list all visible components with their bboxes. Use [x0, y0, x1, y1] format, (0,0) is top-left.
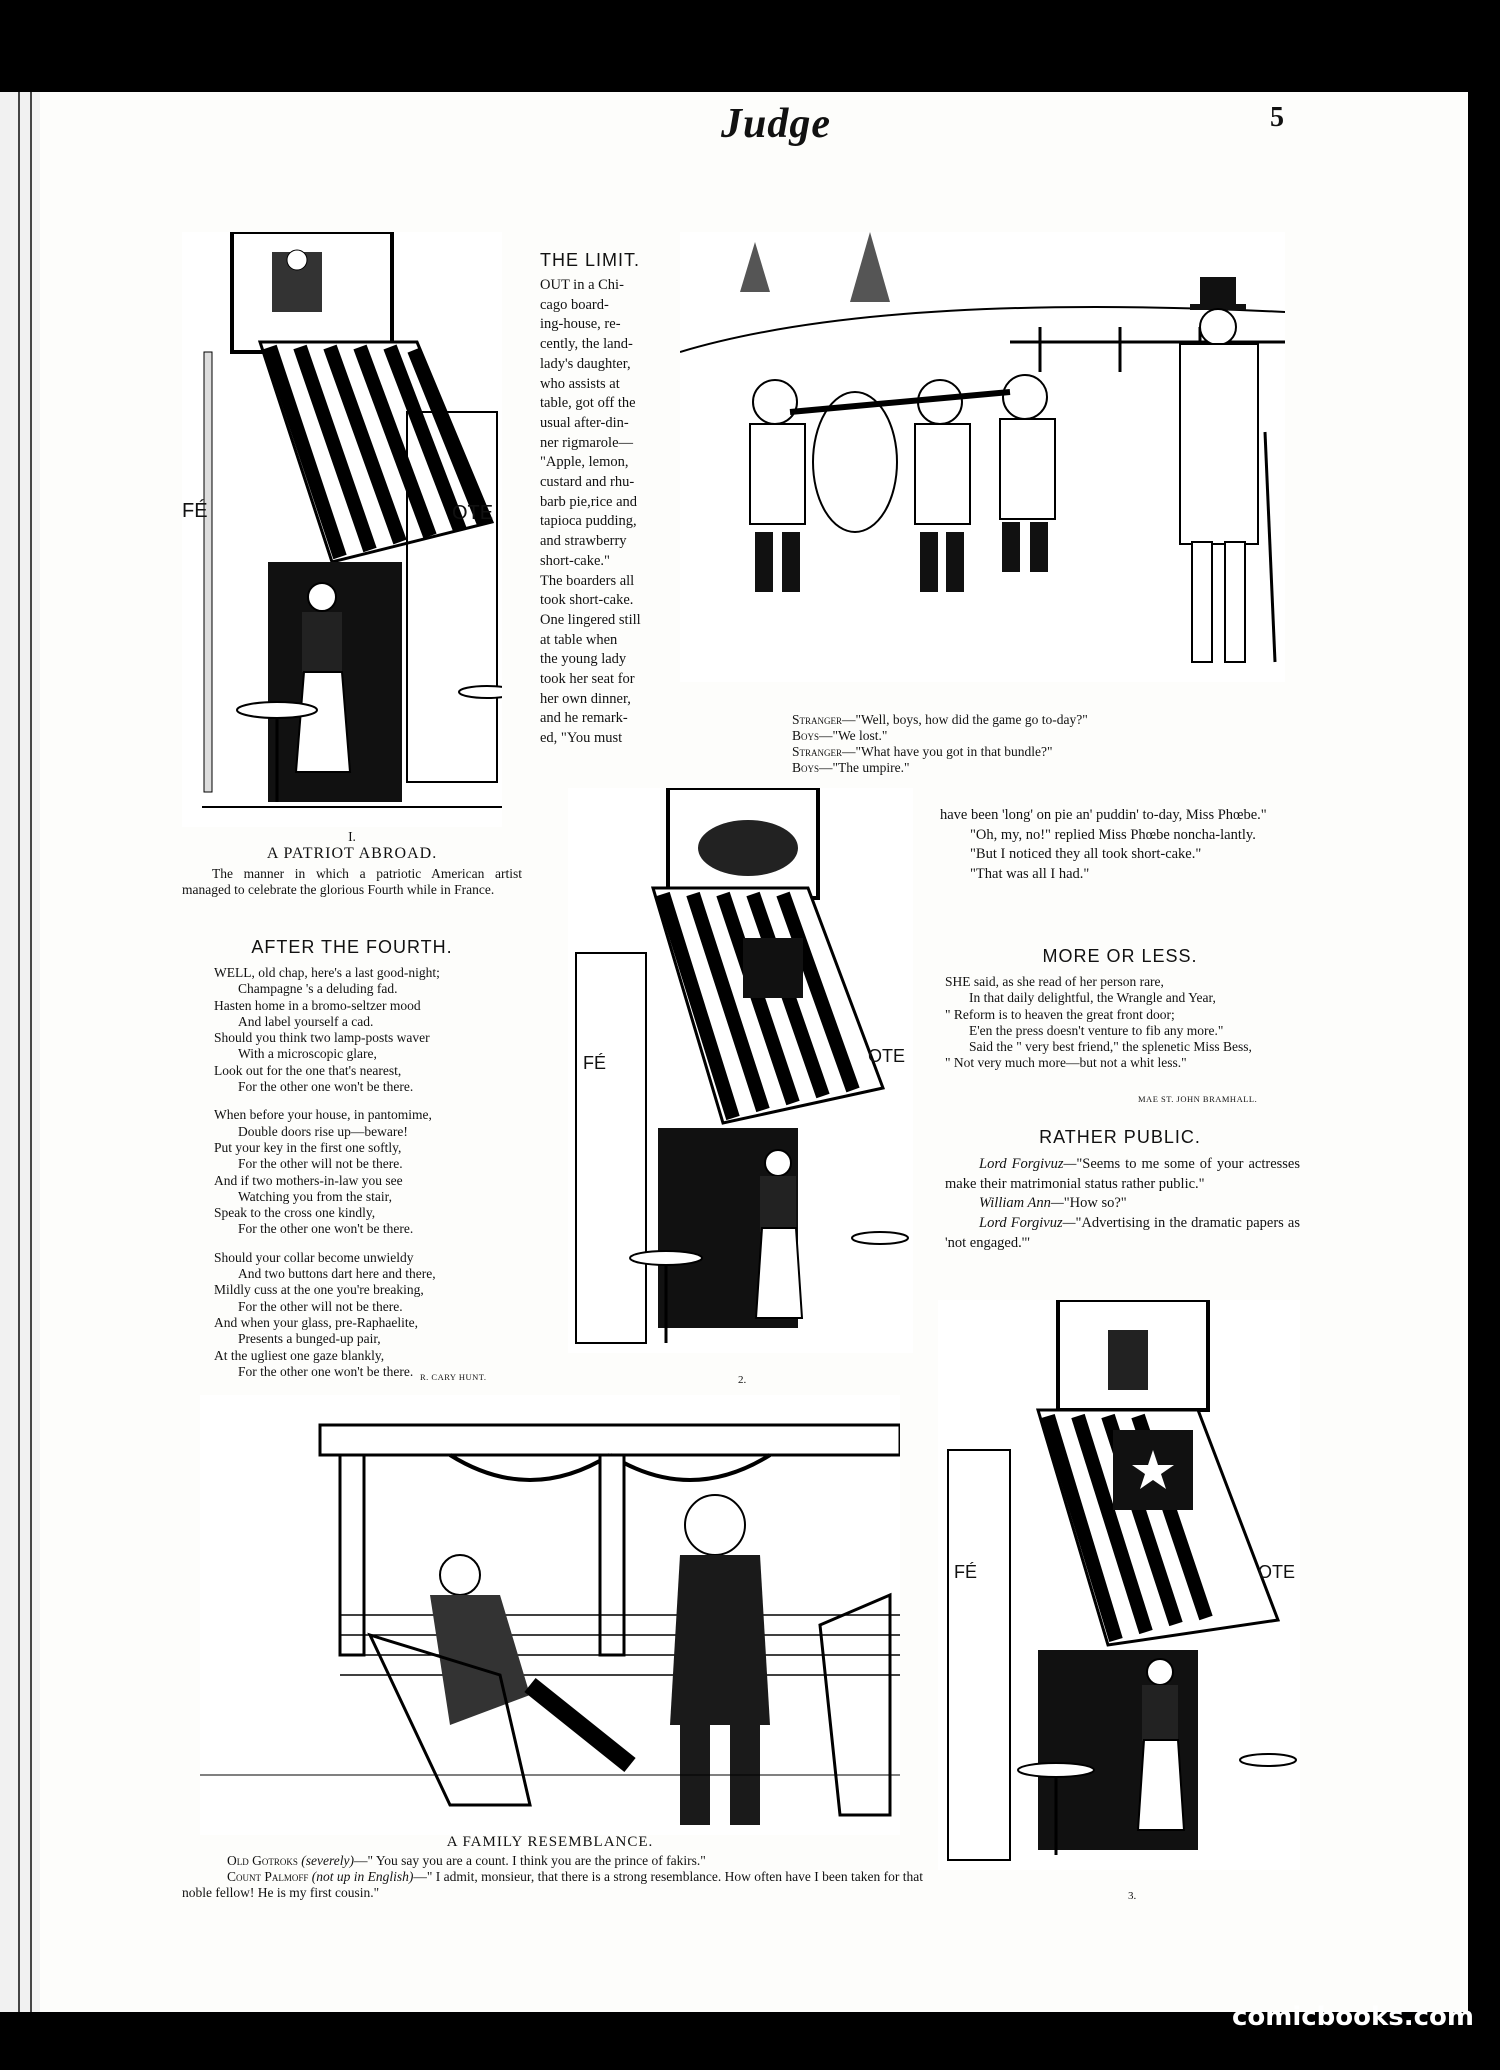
page-number: 5	[1270, 102, 1284, 133]
speaker: Boys—	[792, 760, 833, 775]
patriot-title: A PATRIOT ABROAD.	[266, 845, 438, 862]
rather-public-text	[945, 1155, 1300, 1254]
family-illustration	[200, 1395, 900, 1835]
speaker: Stranger—	[792, 744, 856, 759]
after-fourth-byline: R. CARY HUNT.	[420, 1372, 487, 1382]
panel-2-number: 2.	[738, 1374, 747, 1386]
story-line: tapioca pudding,	[540, 513, 637, 530]
poem-line: At the ugliest one gaze blankly,	[214, 1347, 385, 1363]
dialogue-line	[182, 1869, 932, 1901]
poem-line: Double doors rise up—beware!	[238, 1123, 408, 1139]
poem-line: And if two mothers-in-law you see	[214, 1172, 403, 1188]
more-or-less-byline: MAE ST. JOHN BRAMHALL.	[1138, 1094, 1258, 1104]
story-line: ner rigmarole—	[540, 434, 634, 451]
poem-line: SHE said, as she read of her person rare,	[945, 974, 1164, 989]
story-line: the young lady	[540, 651, 627, 668]
masthead: Judge	[721, 101, 831, 147]
poem-line: Mildly cuss at the one you're breaking,	[214, 1282, 424, 1298]
poem-line: Speak to the cross one kindly,	[214, 1205, 376, 1221]
dialogue-text: "Seems to me some of your actresses make their matrimonial status rather public."	[945, 1156, 1300, 1192]
story-line: and strawberry	[540, 533, 627, 550]
dialogue-line	[792, 744, 1292, 760]
stage-direction: (not up in English)	[311, 1869, 414, 1884]
story-line: ing-house, re-	[540, 316, 621, 333]
panel-1-illustration	[182, 232, 502, 827]
poem-line: For the other will not be there.	[238, 1156, 403, 1172]
patriot-text: The manner in which a patriotic American artist managed to celebrate the glorious Fourth while in France.	[182, 866, 522, 897]
sign-fe: FÉ	[182, 500, 208, 522]
story-line: "Oh, my, no!" replied Miss Phœbe noncha-lantly.	[970, 826, 1256, 843]
dialogue-line	[792, 728, 1292, 744]
story-line: have been 'long' on pie an' puddin' to-day, Miss Phœbe."	[940, 807, 1267, 823]
poem-line: Champagne 's a deluding fad.	[238, 981, 398, 997]
speaker: Boys—	[792, 728, 833, 743]
speaker: Lord Forgivuz—	[979, 1215, 1076, 1232]
speaker: Old Gotroks	[227, 1853, 298, 1868]
story-line: took her seat for	[540, 671, 635, 688]
dialogue-text: —" I admit, monsieur, that there is a strong resemblance. How often have I been taken for that noble fellow! He is my first cousin."	[182, 1869, 923, 1900]
more-or-less-title: MORE OR LESS.	[1042, 946, 1198, 966]
poem-line: Watching you from the stair,	[238, 1188, 392, 1204]
panel-3-illustration	[938, 1300, 1300, 1870]
after-fourth-poem	[214, 965, 534, 1392]
family-title: A FAMILY RESEMBLANCE.	[446, 1834, 654, 1850]
poem-stanza	[214, 1107, 534, 1237]
poem-line: Hasten home in a bromo-seltzer mood	[214, 997, 421, 1013]
dialogue-text: "The umpire."	[832, 760, 910, 775]
sign-ote: OTE	[1258, 1562, 1296, 1582]
story-line: ed, "You must	[540, 730, 623, 747]
story-line: One lingered still	[540, 611, 641, 628]
dialogue-text: "Advertising in the dramatic papers as 'not engaged.'"	[945, 1215, 1300, 1251]
poem-line: Presents a bunged-up pair,	[238, 1331, 381, 1347]
poem-line: Should you think two lamp-posts waver	[214, 1030, 430, 1046]
story-line: barb pie,rice and	[540, 493, 638, 510]
story-line: table, got off the	[540, 395, 636, 412]
panel-3-number: 3.	[1128, 1890, 1137, 1902]
binding-line	[18, 92, 20, 2012]
panel-1-numeral: I.	[348, 829, 356, 844]
dialogue-text: "What have you got in that bundle?"	[855, 744, 1053, 759]
watermark: comicbooks.com	[1231, 2002, 1474, 2032]
speaker: Lord Forgivuz—	[979, 1156, 1077, 1172]
poem-line: For the other will not be there.	[238, 1298, 403, 1314]
poem-line: For the other one won't be there.	[238, 1363, 414, 1379]
poem-line: In that daily delightful, the Wrangle and Year,	[969, 990, 1216, 1006]
family-caption	[182, 1853, 932, 1901]
speaker: Count Palmoff	[227, 1869, 309, 1884]
story-line: and he remark-	[540, 710, 628, 727]
story-line: The boarders all	[540, 572, 635, 589]
more-or-less-poem	[945, 974, 1305, 1072]
speaker: Stranger—	[792, 712, 856, 727]
poem-line: WELL, old chap, here's a last good-night;	[214, 965, 440, 980]
dialogue-line	[945, 1155, 1300, 1194]
after-fourth-title: AFTER THE FOURTH.	[251, 937, 453, 957]
story-line: OUT in a Chi-	[540, 277, 624, 293]
poem-stanza	[214, 1250, 534, 1380]
dialogue-text: "Well, boys, how did the game go to-day?"	[855, 712, 1088, 727]
limit-continued	[940, 806, 1300, 885]
poem-line: E'en the press doesn't venture to fib any more."	[969, 1022, 1224, 1038]
sign-fe: FÉ	[954, 1562, 978, 1582]
story-line: her own dinner,	[540, 690, 631, 707]
dialogue-text: "How so?"	[1063, 1195, 1127, 1212]
rather-public-title: RATHER PUBLIC.	[1039, 1127, 1201, 1147]
story-line: cently, the land-	[540, 336, 633, 353]
poem-line: " Not very much more—but not a whit less."	[945, 1055, 1187, 1071]
story-line: usual after-din-	[540, 414, 629, 431]
baseball-caption	[792, 712, 1292, 776]
poem-line: Look out for the one that's nearest,	[214, 1062, 402, 1078]
poem-line: With a microscopic glare,	[238, 1046, 377, 1062]
poem-line: For the other one won't be there.	[238, 1221, 414, 1237]
story-line: "That was all I had."	[970, 866, 1090, 883]
binding-line	[30, 92, 32, 2012]
stage-direction: (severely)	[301, 1853, 354, 1868]
poem-stanza	[214, 965, 534, 1095]
poem-line: And when your glass, pre-Raphaelite,	[214, 1314, 418, 1330]
poem-line: And two buttons dart here and there,	[238, 1266, 436, 1282]
poem-line: Put your key in the first one softly,	[214, 1139, 402, 1155]
speaker: William Ann—	[979, 1195, 1064, 1212]
dialogue-line	[945, 1194, 1300, 1214]
dialogue-line	[792, 712, 1292, 728]
story-line: cago board-	[540, 296, 609, 313]
story-line: short-cake."	[540, 552, 610, 569]
story-line: at table when	[540, 631, 618, 648]
story-line: custard and rhu-	[540, 474, 635, 491]
limit-story	[540, 276, 666, 749]
poem-line: For the other one won't be there.	[238, 1079, 414, 1095]
poem-line: Should your collar become unwieldy	[214, 1249, 414, 1265]
story-line: took short-cake.	[540, 592, 634, 609]
panel-2-illustration	[568, 788, 913, 1353]
poem-line: " Reform is to heaven the great front door;	[945, 1006, 1175, 1022]
baseball-illustration	[680, 232, 1285, 682]
dialogue-text: "We lost."	[832, 728, 888, 743]
sign-ote: OTE	[868, 1046, 906, 1066]
dialogue-text: —" You say you are a count. I think you are the prince of fakirs."	[353, 1853, 706, 1868]
story-line: who assists at	[540, 375, 620, 392]
poem-line: Said the " very best friend," the splenetic Miss Bess,	[969, 1039, 1252, 1055]
poem-line: And label yourself a cad.	[238, 1013, 374, 1029]
sign-fe: FÉ	[583, 1053, 607, 1073]
dialogue-line	[182, 1853, 932, 1869]
story-line: "Apple, lemon,	[540, 454, 629, 471]
dialogue-line	[945, 1214, 1300, 1253]
limit-title: THE LIMIT.	[540, 250, 641, 270]
story-line: "But I noticed they all took short-cake."	[970, 846, 1202, 863]
story-line: lady's daughter,	[540, 355, 631, 372]
dialogue-line	[792, 760, 1292, 776]
sign-ote: OTE	[452, 502, 494, 524]
poem-line: When before your house, in pantomime,	[214, 1107, 432, 1123]
